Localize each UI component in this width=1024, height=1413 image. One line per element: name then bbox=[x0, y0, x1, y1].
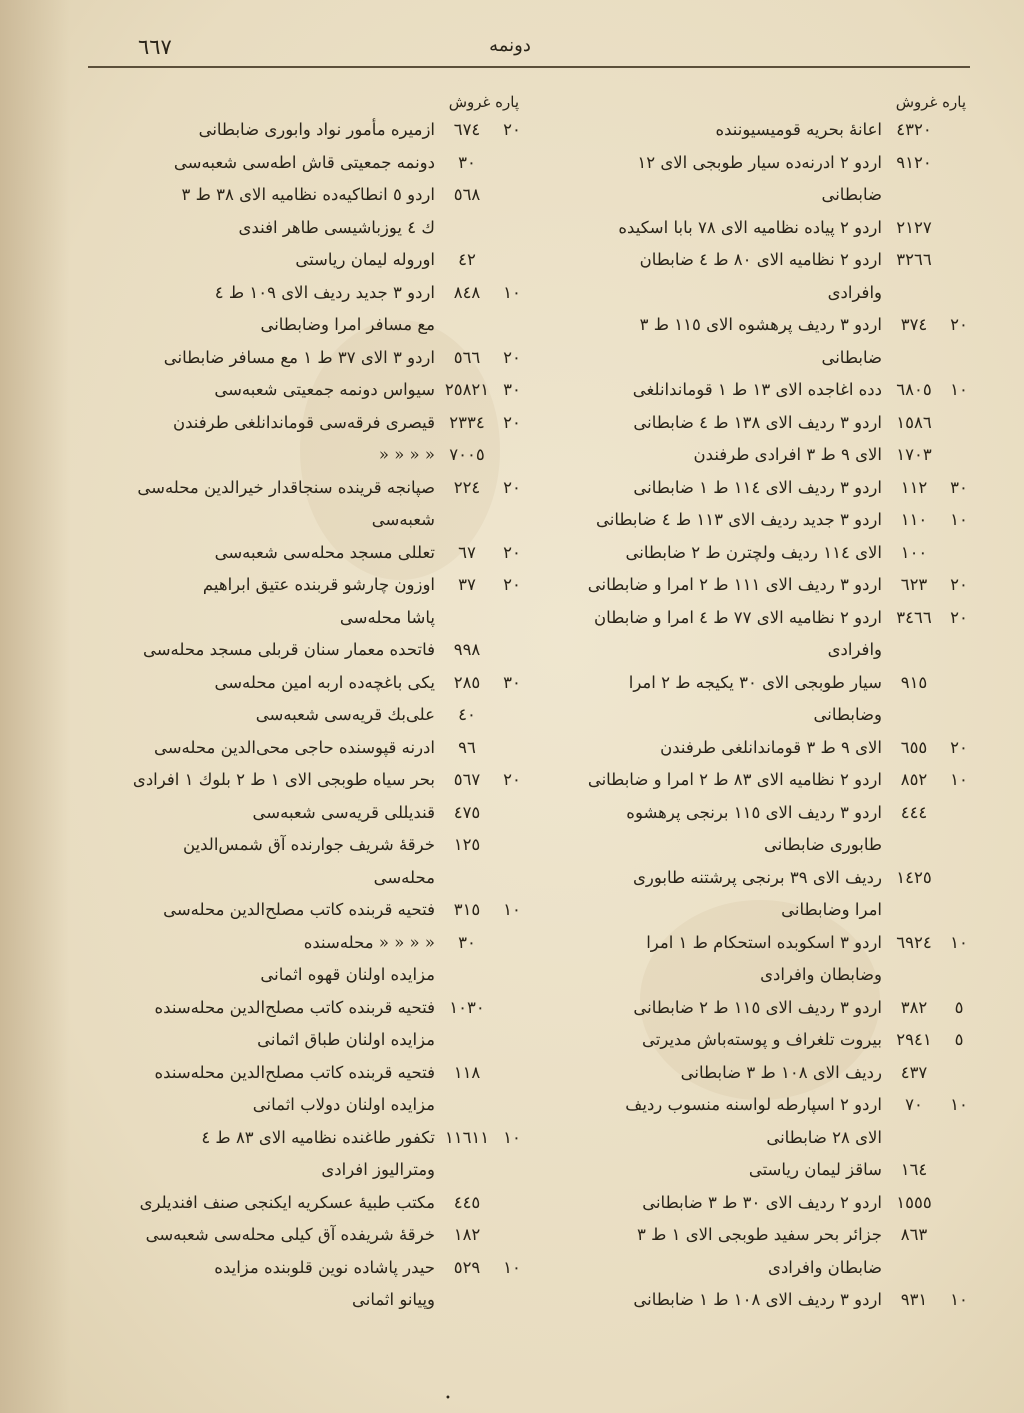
entry-para: ٢٠ bbox=[950, 575, 968, 594]
entry-para: ٢٠ bbox=[503, 542, 521, 562]
entry-text: فاتحده معمار سنان قربلی مسجد محله‌سی bbox=[142, 640, 435, 659]
entry-continuation bbox=[95, 862, 525, 895]
entry-text: تعللی مسجد محله‌سی شعبه‌سی bbox=[214, 542, 435, 562]
entry-gurus: ٤٢ bbox=[458, 250, 476, 269]
entry-gurus: ٨٤٨ bbox=[453, 282, 481, 302]
entry-continuation bbox=[530, 699, 972, 732]
entry-text: طابوری ضابطانی bbox=[764, 835, 882, 854]
entry-text: وافرادی bbox=[827, 282, 882, 302]
entry-text: سیار طوبجی الای ٣٠ یکیجه ط ٢ امرا bbox=[628, 672, 882, 692]
entry-para: ٢٠ bbox=[503, 477, 521, 497]
ledger-entry bbox=[530, 1089, 972, 1122]
entry-gurus: ٢١٢٧ bbox=[896, 217, 932, 237]
entry-text: محله‌سی bbox=[373, 867, 435, 887]
entry-continuation bbox=[95, 1024, 525, 1057]
entry-text: الای ١١٤ ردیف ولچترن ط ٢ ضابطانی bbox=[625, 542, 882, 562]
ledger-entry bbox=[95, 992, 525, 1025]
entry-para: ١٠ bbox=[503, 1257, 521, 1277]
entry-text: اردو ٣ جدید ردیف الای ١٠٩ ط ٤ bbox=[214, 282, 435, 302]
entry-text: اردو ٢ نظامیه الای ٨٣ ط ٢ امرا و ضابطانی bbox=[587, 770, 882, 789]
entry-text: صپانجه قرینده سنجاقدار خیرالدین محله‌سی bbox=[137, 477, 435, 497]
entry-continuation bbox=[95, 959, 525, 992]
entry-text: مزایده اولنان دولاب اثمانی bbox=[252, 1095, 435, 1114]
entry-gurus: ٤٣٢٠ bbox=[896, 120, 932, 139]
entry-text: اردو ٣ ردیف الای ١٠٨ ط ١ ضابطانی bbox=[633, 1290, 882, 1309]
entry-gurus: ١٧٠٣ bbox=[896, 445, 932, 464]
entry-gurus: ٦٧ bbox=[458, 542, 476, 562]
page-number: ٦٦٧ bbox=[138, 35, 172, 59]
entry-text: ازمیره مأمور نواد وابوری ضابطانی bbox=[198, 120, 435, 139]
ledger-entry bbox=[530, 602, 972, 635]
entry-para: ٢٠ bbox=[503, 347, 521, 367]
entry-gurus: ٩٣١ bbox=[900, 1290, 928, 1309]
ledger-entry bbox=[95, 634, 525, 667]
right-column bbox=[530, 90, 972, 1317]
entry-continuation bbox=[95, 602, 525, 635]
ledger-entry bbox=[530, 569, 972, 602]
entry-text: پاشا محله‌سی bbox=[339, 607, 435, 627]
entry-text: اردو ٢ اسپارطه لواسنه منسوب ردیف bbox=[625, 1095, 882, 1114]
entry-para: ٢٠ bbox=[950, 737, 968, 757]
ledger-entry bbox=[530, 927, 972, 960]
entry-text: فتحیه قربنده کاتب مصلح‌الدین محله‌سی bbox=[163, 900, 435, 919]
ledger-entry bbox=[530, 147, 972, 180]
entry-text: الای ٩ ط ٣ قوماندانلغی طرفندن bbox=[660, 737, 882, 757]
entry-para: ١٠ bbox=[950, 510, 968, 529]
entry-text: الای ٢٨ ضابطانی bbox=[766, 1127, 882, 1147]
ledger-entry bbox=[95, 1219, 525, 1252]
column-header: پاره غروش bbox=[448, 93, 519, 111]
entry-text: ومترالیوز افرادی bbox=[321, 1160, 435, 1179]
ledger-entry bbox=[95, 407, 525, 440]
left-column bbox=[95, 90, 525, 1317]
entry-text: خرقهٔ شریفده آق کیلی محله‌سی شعبه‌سی bbox=[145, 1225, 435, 1244]
entry-gurus: ٢٢٤ bbox=[453, 477, 481, 497]
entry-gurus: ١٠٣٠ bbox=[449, 997, 485, 1017]
entry-text: امرا وضابطانی bbox=[781, 900, 882, 919]
ledger-entry bbox=[530, 309, 972, 342]
entry-text: اردو ٣ الای ٣٧ ط ١ مع مسافر ضابطانی bbox=[163, 347, 435, 367]
ledger-entry bbox=[95, 147, 525, 180]
entry-text: خرقهٔ شریف جوارنده آق شمس‌الدین bbox=[182, 835, 435, 854]
running-title: دونمه bbox=[489, 35, 531, 56]
entry-text: اردو ٢ پیاده نظامیه الای ٧٨ بابا اسکیده bbox=[618, 217, 882, 237]
entry-para: ٢٠ bbox=[503, 770, 521, 789]
entry-gurus: ٢٥٨٢١ bbox=[444, 380, 490, 399]
ledger-entry bbox=[95, 374, 525, 407]
entry-para: ٣٠ bbox=[950, 477, 968, 497]
entry-continuation bbox=[530, 829, 972, 862]
ledger-entry bbox=[530, 1219, 972, 1252]
entry-text: وضابطانی bbox=[813, 705, 882, 724]
ledger-entry bbox=[530, 244, 972, 277]
ledger-entry bbox=[95, 667, 525, 700]
entry-text: دونمه جمعیتی قاش اطه‌سی شعبه‌سی bbox=[173, 152, 435, 172]
entry-para: ١٠ bbox=[503, 1127, 521, 1147]
entry-continuation bbox=[95, 1284, 525, 1317]
entry-text: ادرنه قپوسنده حاجی محی‌الدین محله‌سی bbox=[153, 737, 435, 757]
entry-text: « « « « محله‌سنده bbox=[303, 932, 435, 952]
entry-text: اردو ٥ انطاکیه‌ده نظامیه الای ٣٨ ط ٣ bbox=[181, 185, 435, 204]
entry-para: ١٠ bbox=[950, 1095, 968, 1114]
entry-para: ٣٠ bbox=[503, 672, 521, 692]
entry-text: ضابطانی bbox=[821, 347, 882, 367]
entry-continuation bbox=[530, 894, 972, 927]
ledger-entry bbox=[530, 1024, 972, 1057]
ledger-entry bbox=[95, 797, 525, 830]
entry-text: مزایده اولنان قهوه اثمانی bbox=[260, 965, 435, 984]
entry-text: اردو ٣ ردیف الای ١١١ ط ٢ امرا و ضابطانی bbox=[587, 575, 882, 594]
ledger-entry bbox=[95, 179, 525, 212]
ledger-entry bbox=[95, 732, 525, 765]
entry-para: ٥ bbox=[954, 997, 964, 1017]
entry-text: جزائر بحر سفید طوبجی الای ١ ط ٣ bbox=[636, 1225, 882, 1244]
ledger-entry bbox=[530, 212, 972, 245]
ledger-entry bbox=[530, 1187, 972, 1220]
footer-mark: • bbox=[445, 1393, 451, 1404]
entry-gurus: ٤٧٥ bbox=[453, 802, 481, 822]
entry-continuation bbox=[530, 342, 972, 375]
entry-gurus: ٣٠ bbox=[458, 932, 476, 952]
entry-text: علی‌بك قریه‌سی شعبه‌سی bbox=[255, 705, 435, 724]
ledger-entry bbox=[95, 1122, 525, 1155]
entry-text: فتحیه قربنده کاتب مصلح‌الدین محله‌سنده bbox=[154, 997, 435, 1017]
entry-text: شعبه‌سی bbox=[371, 510, 435, 529]
entry-text: فتحیه قربنده کاتب مصلح‌الدین محله‌سنده bbox=[154, 1062, 435, 1082]
ledger-entry bbox=[530, 732, 972, 765]
entry-gurus: ٢٩٤١ bbox=[896, 1030, 932, 1049]
entry-para: ١٠ bbox=[950, 932, 968, 952]
entry-gurus: ١٤٢٥ bbox=[896, 867, 932, 887]
ledger-entry bbox=[530, 439, 972, 472]
entry-text: تکفور طاغنده نظامیه الای ٨٣ ط ٤ bbox=[201, 1127, 435, 1147]
entry-gurus: ٩٩٨ bbox=[453, 640, 481, 659]
entry-gurus: ٦٩٢٤ bbox=[896, 932, 932, 952]
ledger-entry bbox=[95, 829, 525, 862]
entry-para: ٥ bbox=[954, 1030, 964, 1049]
ledger-entry bbox=[95, 569, 525, 602]
entry-text: ساقز لیمان ریاستی bbox=[748, 1160, 882, 1179]
entry-text: ضابطانی bbox=[821, 185, 882, 204]
entry-gurus: ١٠٠ bbox=[900, 542, 928, 562]
entry-text: اردو ٣ اسکوبده استحکام ط ١ امرا bbox=[646, 932, 882, 952]
ledger-entry bbox=[95, 894, 525, 927]
entry-text: اردو ٣ ردیف الای ١٣٨ ط ٤ ضابطانی bbox=[633, 412, 882, 432]
header-rule bbox=[88, 66, 970, 68]
ledger-entry bbox=[530, 862, 972, 895]
entry-gurus: ٩٦ bbox=[458, 737, 476, 757]
entry-text: اردو ٢ ادرنه‌ده سیار طوبجی الای ١٢ bbox=[637, 152, 882, 172]
ledger-entry bbox=[530, 472, 972, 505]
ledger-entry bbox=[95, 1057, 525, 1090]
entry-text: اردو ٣ ردیف الای ١١٤ ط ١ ضابطانی bbox=[633, 477, 882, 497]
entry-gurus: ٤٤٤ bbox=[900, 802, 928, 822]
entry-gurus: ٤٤٥ bbox=[453, 1192, 481, 1212]
entry-gurus: ١١٦١١ bbox=[444, 1127, 490, 1147]
ledger-entry bbox=[530, 537, 972, 570]
ledger-entry bbox=[95, 114, 525, 147]
entry-gurus: ٧٠٠٥ bbox=[449, 445, 485, 464]
entry-gurus: ١١٨ bbox=[453, 1062, 481, 1082]
entry-para: ١٠ bbox=[950, 1290, 968, 1309]
entry-continuation bbox=[95, 504, 525, 537]
entry-text: اعانهٔ بحریه قومیسیوننده bbox=[715, 120, 882, 139]
entry-text: اردو ٣ ردیف پرهشوه الای ١١٥ ط ٣ bbox=[639, 315, 882, 334]
entry-para: ٣٠ bbox=[503, 380, 521, 399]
entry-gurus: ٥٦٦ bbox=[453, 347, 481, 367]
entry-text: ردیف الای ٣٩ برنجی پرشتنه طابوری bbox=[632, 867, 882, 887]
entry-text: حیدر پاشاده نوین قلوبنده مزایده bbox=[214, 1257, 435, 1277]
entry-continuation bbox=[95, 1154, 525, 1187]
entry-text: اردو ٢ نظامیه الای ٧٧ ط ٤ امرا و ضابطان bbox=[594, 607, 882, 627]
entry-text: ك ٤ یوزباشیسی طاهر افندی bbox=[238, 217, 435, 237]
entry-gurus: ٨٦٣ bbox=[900, 1225, 928, 1244]
ledger-entry bbox=[95, 244, 525, 277]
entry-para: ١٠ bbox=[503, 282, 521, 302]
entry-continuation bbox=[530, 634, 972, 667]
entry-text: وافرادی bbox=[827, 640, 882, 659]
ledger-entry bbox=[530, 374, 972, 407]
entry-continuation bbox=[530, 1122, 972, 1155]
entry-continuation bbox=[530, 1252, 972, 1285]
entry-continuation bbox=[530, 179, 972, 212]
ledger-entry bbox=[95, 1252, 525, 1285]
ledger-entry bbox=[95, 927, 525, 960]
entry-gurus: ٦٨٠٥ bbox=[896, 380, 932, 399]
entry-text: مع مسافر امرا وضابطانی bbox=[260, 315, 435, 334]
entry-gurus: ١٥٨٦ bbox=[896, 412, 932, 432]
ledger-entry bbox=[530, 1284, 972, 1317]
entry-gurus: ٥٢٩ bbox=[453, 1257, 481, 1277]
entry-gurus: ٢٣٣٤ bbox=[449, 412, 485, 432]
entry-gurus: ١١٠ bbox=[900, 510, 928, 529]
entry-text: اردو ٢ ردیف الای ٣٠ ط ٣ ضابطانی bbox=[642, 1192, 882, 1212]
entry-text: بیروت تلغراف و پوسته‌باش مدیرتی bbox=[642, 1030, 882, 1049]
ledger-entry bbox=[530, 667, 972, 700]
ledger-entry bbox=[530, 1057, 972, 1090]
entry-text: دده اغاجده الای ١٣ ط ١ قوماندانلغی bbox=[632, 380, 882, 399]
entry-gurus: ٣٠ bbox=[458, 152, 476, 172]
entry-gurus: ٤٣٧ bbox=[900, 1062, 928, 1082]
page-spine-shadow bbox=[0, 0, 70, 1413]
ledger-entry bbox=[530, 1154, 972, 1187]
entry-text: قیصری فرقه‌سی قوماندانلغی طرفندن bbox=[173, 412, 435, 432]
entry-continuation bbox=[95, 212, 525, 245]
entry-continuation bbox=[530, 277, 972, 310]
entry-gurus: ١٨٢ bbox=[453, 1225, 481, 1244]
ledger-entry bbox=[530, 764, 972, 797]
entry-text: اوروله لیمان ریاستی bbox=[295, 250, 435, 269]
ledger-entry bbox=[95, 764, 525, 797]
entry-gurus: ١٦٤ bbox=[900, 1160, 928, 1179]
entry-text: اردو ٣ ردیف الای ١١٥ ط ٢ ضابطانی bbox=[633, 997, 882, 1017]
entry-text: ردیف الای ١٠٨ ط ٣ ضابطانی bbox=[680, 1062, 882, 1082]
entry-gurus: ٥٦٨ bbox=[453, 185, 481, 204]
entry-para: ٢٠ bbox=[950, 607, 968, 627]
entry-text: اوزون چارشو قربنده عتیق ابراهیم bbox=[202, 575, 435, 594]
entry-gurus: ٢٨٥ bbox=[453, 672, 481, 692]
entry-gurus: ٣٢٦٦ bbox=[896, 250, 932, 269]
entry-text: « « « « bbox=[378, 445, 435, 464]
ledger-entry bbox=[95, 699, 525, 732]
ledger-entry bbox=[530, 992, 972, 1025]
entry-gurus: ٩١٥ bbox=[900, 672, 928, 692]
ledger-entry bbox=[95, 277, 525, 310]
entry-text: مکتب طبیهٔ عسکریه ایکنجی صنف افندیلری bbox=[139, 1192, 435, 1212]
column-header: پاره غروش bbox=[895, 93, 966, 111]
ledger-entry bbox=[530, 407, 972, 440]
entry-gurus: ٣٧ bbox=[458, 575, 476, 594]
entry-gurus: ١٥٥٥ bbox=[896, 1192, 932, 1212]
ledger-entry bbox=[530, 504, 972, 537]
entry-gurus: ٥٦٧ bbox=[453, 770, 481, 789]
entry-text: مزایده اولنان طباق اثمانی bbox=[257, 1030, 435, 1049]
entry-text: بحر سیاه طوبجی الای ١ ط ٢ بلوك ١ افرادی bbox=[132, 770, 435, 789]
entry-para: ١٠ bbox=[503, 900, 521, 919]
ledger-entry bbox=[530, 114, 972, 147]
entry-text: یکی باغچه‌ده اربه امین محله‌سی bbox=[214, 672, 435, 692]
entry-para: ٢٠ bbox=[503, 412, 521, 432]
entry-gurus: ١١٢ bbox=[900, 477, 928, 497]
entry-gurus: ٤٠ bbox=[458, 705, 476, 724]
entry-continuation bbox=[95, 309, 525, 342]
entry-para: ١٠ bbox=[950, 770, 968, 789]
entry-text: سیواس دونمه جمعیتی شعبه‌سی bbox=[214, 380, 435, 399]
entry-gurus: ٨٥٢ bbox=[900, 770, 928, 789]
entry-continuation bbox=[95, 1089, 525, 1122]
entry-gurus: ٦٥٥ bbox=[900, 737, 928, 757]
entry-para: ١٠ bbox=[950, 380, 968, 399]
entry-gurus: ٣٨٢ bbox=[900, 997, 928, 1017]
entry-text: وپیانو اثمانی bbox=[351, 1290, 435, 1309]
entry-gurus: ٦٧٤ bbox=[453, 120, 481, 139]
entry-text: اردو ٣ ردیف الای ١١٥ برنجی پرهشوه bbox=[626, 802, 882, 822]
ledger-entry bbox=[95, 439, 525, 472]
entry-gurus: ٣١٥ bbox=[453, 900, 481, 919]
entry-gurus: ٧٠ bbox=[905, 1095, 923, 1114]
entry-text: اردو ٢ نظامیه الای ٨٠ ط ٤ ضابطان bbox=[639, 250, 882, 269]
entry-continuation bbox=[530, 959, 972, 992]
entry-para: ٢٠ bbox=[950, 315, 968, 334]
entry-gurus: ٩١٢٠ bbox=[896, 152, 932, 172]
ledger-entry bbox=[95, 1187, 525, 1220]
entry-para: ٢٠ bbox=[503, 120, 521, 139]
entry-para: ٢٠ bbox=[503, 575, 521, 594]
entry-gurus: ٣٤٦٦ bbox=[896, 607, 932, 627]
entry-text: ضابطان وافرادی bbox=[768, 1257, 882, 1277]
entry-text: قندیللی قریه‌سی شعبه‌سی bbox=[252, 802, 435, 822]
entry-gurus: ١٢٥ bbox=[453, 835, 481, 854]
entry-gurus: ٣٧٤ bbox=[900, 315, 928, 334]
ledger-entry bbox=[530, 797, 972, 830]
entry-text: وضابطان وافرادی bbox=[760, 965, 882, 984]
ledger-entry bbox=[95, 472, 525, 505]
entry-text: اردو ٣ جدید ردیف الای ١١٣ ط ٤ ضابطانی bbox=[595, 510, 882, 529]
ledger-entry bbox=[95, 537, 525, 570]
entry-text: الای ٩ ط ٣ افرادی طرفندن bbox=[693, 445, 882, 464]
entry-gurus: ٦٢٣ bbox=[900, 575, 928, 594]
ledger-entry bbox=[95, 342, 525, 375]
